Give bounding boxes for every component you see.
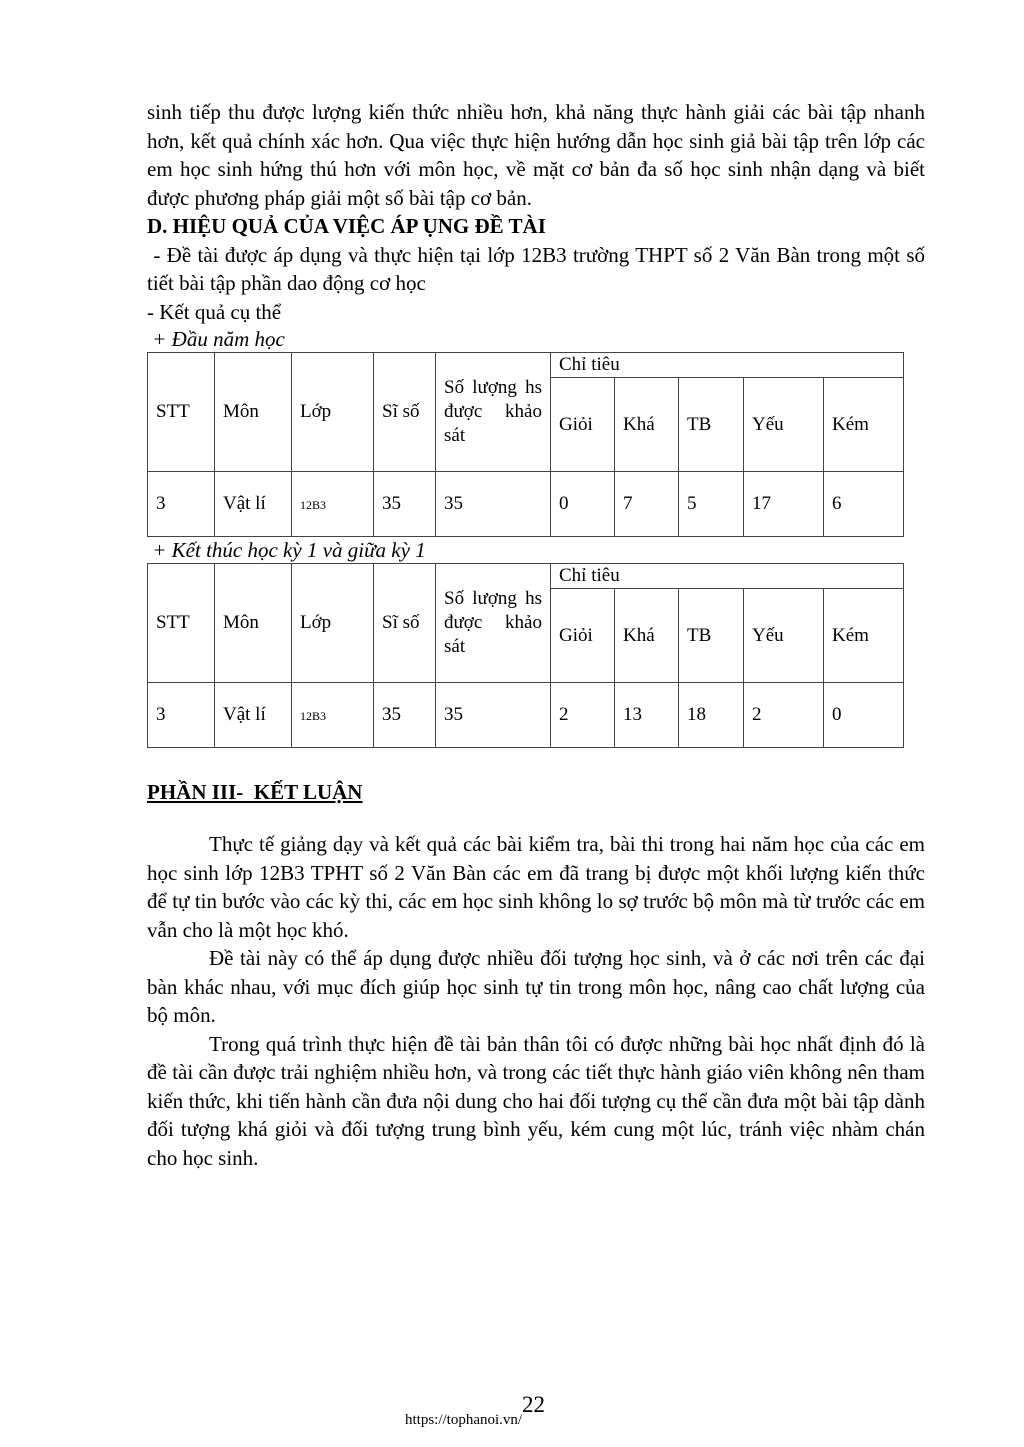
header-so-luong: Số lượng hs được khảo sát bbox=[436, 353, 551, 472]
header-stt: STT bbox=[148, 564, 215, 683]
header-yeu: Yếu bbox=[744, 589, 824, 683]
cell-yeu: 17 bbox=[744, 472, 824, 537]
cell-kha: 7 bbox=[615, 472, 679, 537]
cell-yeu: 2 bbox=[744, 683, 824, 748]
header-chi-tieu: Chỉ tiêu bbox=[551, 353, 904, 378]
header-so-luong: Số lượng hs được khảo sát bbox=[436, 564, 551, 683]
cell-tb: 5 bbox=[679, 472, 744, 537]
header-yeu: Yếu bbox=[744, 378, 824, 472]
header-chi-tieu: Chỉ tiêu bbox=[551, 564, 904, 589]
cell-lop bbox=[292, 683, 374, 748]
table-row bbox=[148, 683, 904, 748]
part3-heading: PHẦN III- KẾT LUẬN bbox=[147, 780, 363, 804]
cell-kha: 13 bbox=[615, 683, 679, 748]
section-d-line2: - Kết quả cụ thể bbox=[147, 299, 282, 324]
header-si-so: Sĩ số bbox=[374, 564, 436, 683]
cell-kem: 6 bbox=[824, 472, 904, 537]
cell-mon: Vật lí bbox=[215, 472, 292, 537]
table-row bbox=[148, 472, 904, 537]
conclusion-paragraph-2: Đề tài này có thể áp dụng được nhiều đối tượng học sinh, và ở các nơi trên các đại bàn khác nhau, với mục đích giúp học sinh tự tin trong môn học, nâng cao chất lượng của bộ môn. bbox=[147, 946, 925, 1027]
cell-mon: Vật lí bbox=[215, 683, 292, 748]
header-mon: Môn bbox=[215, 564, 292, 683]
conclusion-paragraph-1: Thực tế giảng dạy và kết quả các bài kiểm tra, bài thi trong hai năm học của các em học sinh lớp 12B3 TPHT số 2 Văn Bàn các em đã trang bị được một khối lượng kiến thức để tự tin bước vào các kỳ thi, các em học sinh không lo sợ trước bộ môn mà từ trước các em vẫn cho là một học khó. bbox=[147, 832, 925, 942]
header-mon: Môn bbox=[215, 353, 292, 472]
table1-caption: + Đầu năm học bbox=[147, 327, 285, 351]
results-table-start bbox=[147, 352, 904, 537]
header-lop: Lớp bbox=[292, 564, 374, 683]
cell-kem: 0 bbox=[824, 683, 904, 748]
cell-lop bbox=[292, 472, 374, 537]
cell-si-so: 35 bbox=[374, 472, 436, 537]
cell-gioi: 0 bbox=[551, 472, 615, 537]
conclusion-paragraph-3: Trong quá trình thực hiện đề tài bản thân tôi có được những bài học nhất định đó là đề tài cần được trải nghiệm nhiều hơn, và trong các tiết thực hành giáo viên không nên tham kiến thức, khi tiến hành cần đưa nội dung cho hai đối tượng cụ thể cần đưa một bài tập dành đối tượng khá giỏi và đối tượng trung bình yếu, kém cung một lúc, tránh việc nhàm chán cho học sinh. bbox=[147, 1031, 925, 1170]
cell-so-luong: 35 bbox=[436, 472, 551, 537]
header-gioi: Giỏi bbox=[551, 589, 615, 683]
cell-lop-text: 12B3 bbox=[300, 497, 327, 512]
cell-so-luong: 35 bbox=[436, 683, 551, 748]
header-stt: STT bbox=[148, 353, 215, 472]
header-kha: Khá bbox=[615, 589, 679, 683]
page-number: 22 bbox=[522, 1392, 545, 1417]
header-tb: TB bbox=[679, 589, 744, 683]
intro-paragraph: sinh tiếp thu được lượng kiến thức nhiều hơn, khả năng thực hành giải các bài tập nhanh hơn, kết quả chính xác hơn. Qua việc thực hiện hướng dẫn học sinh giả bài tập trên lớp các em học sinh hứng thú hơn với môn học, về mặt cơ bản đa số học sinh nhận dạng và biết được phương pháp giải một số bài tập cơ bản. bbox=[147, 100, 925, 210]
cell-gioi: 2 bbox=[551, 683, 615, 748]
header-si-so: Sĩ số bbox=[374, 353, 436, 472]
cell-stt: 3 bbox=[148, 472, 215, 537]
document-page bbox=[147, 98, 931, 1172]
header-kem: Kém bbox=[824, 378, 904, 472]
section-d-line1: - Đề tài được áp dụng và thực hiện tại lớp 12B3 trường THPT số 2 Văn Bàn trong một số tiết bài tập phần dao động cơ học bbox=[147, 242, 931, 295]
cell-lop-text: 12B3 bbox=[300, 708, 327, 723]
table2-caption: + Kết thúc học kỳ 1 và giữa kỳ 1 bbox=[147, 538, 426, 562]
cell-stt: 3 bbox=[148, 683, 215, 748]
header-kha: Khá bbox=[615, 378, 679, 472]
cell-si-so: 35 bbox=[374, 683, 436, 748]
header-lop: Lớp bbox=[292, 353, 374, 472]
cell-tb: 18 bbox=[679, 683, 744, 748]
header-tb: TB bbox=[679, 378, 744, 472]
results-table-end bbox=[147, 563, 904, 748]
header-kem: Kém bbox=[824, 589, 904, 683]
header-gioi: Giỏi bbox=[551, 378, 615, 472]
section-d-heading: D. HIỆU QUẢ CỦA VIỆC ÁP ỤNG ĐỀ TÀI bbox=[147, 214, 546, 238]
footer-url[interactable]: https://tophanoi.vn/ bbox=[405, 1412, 523, 1428]
